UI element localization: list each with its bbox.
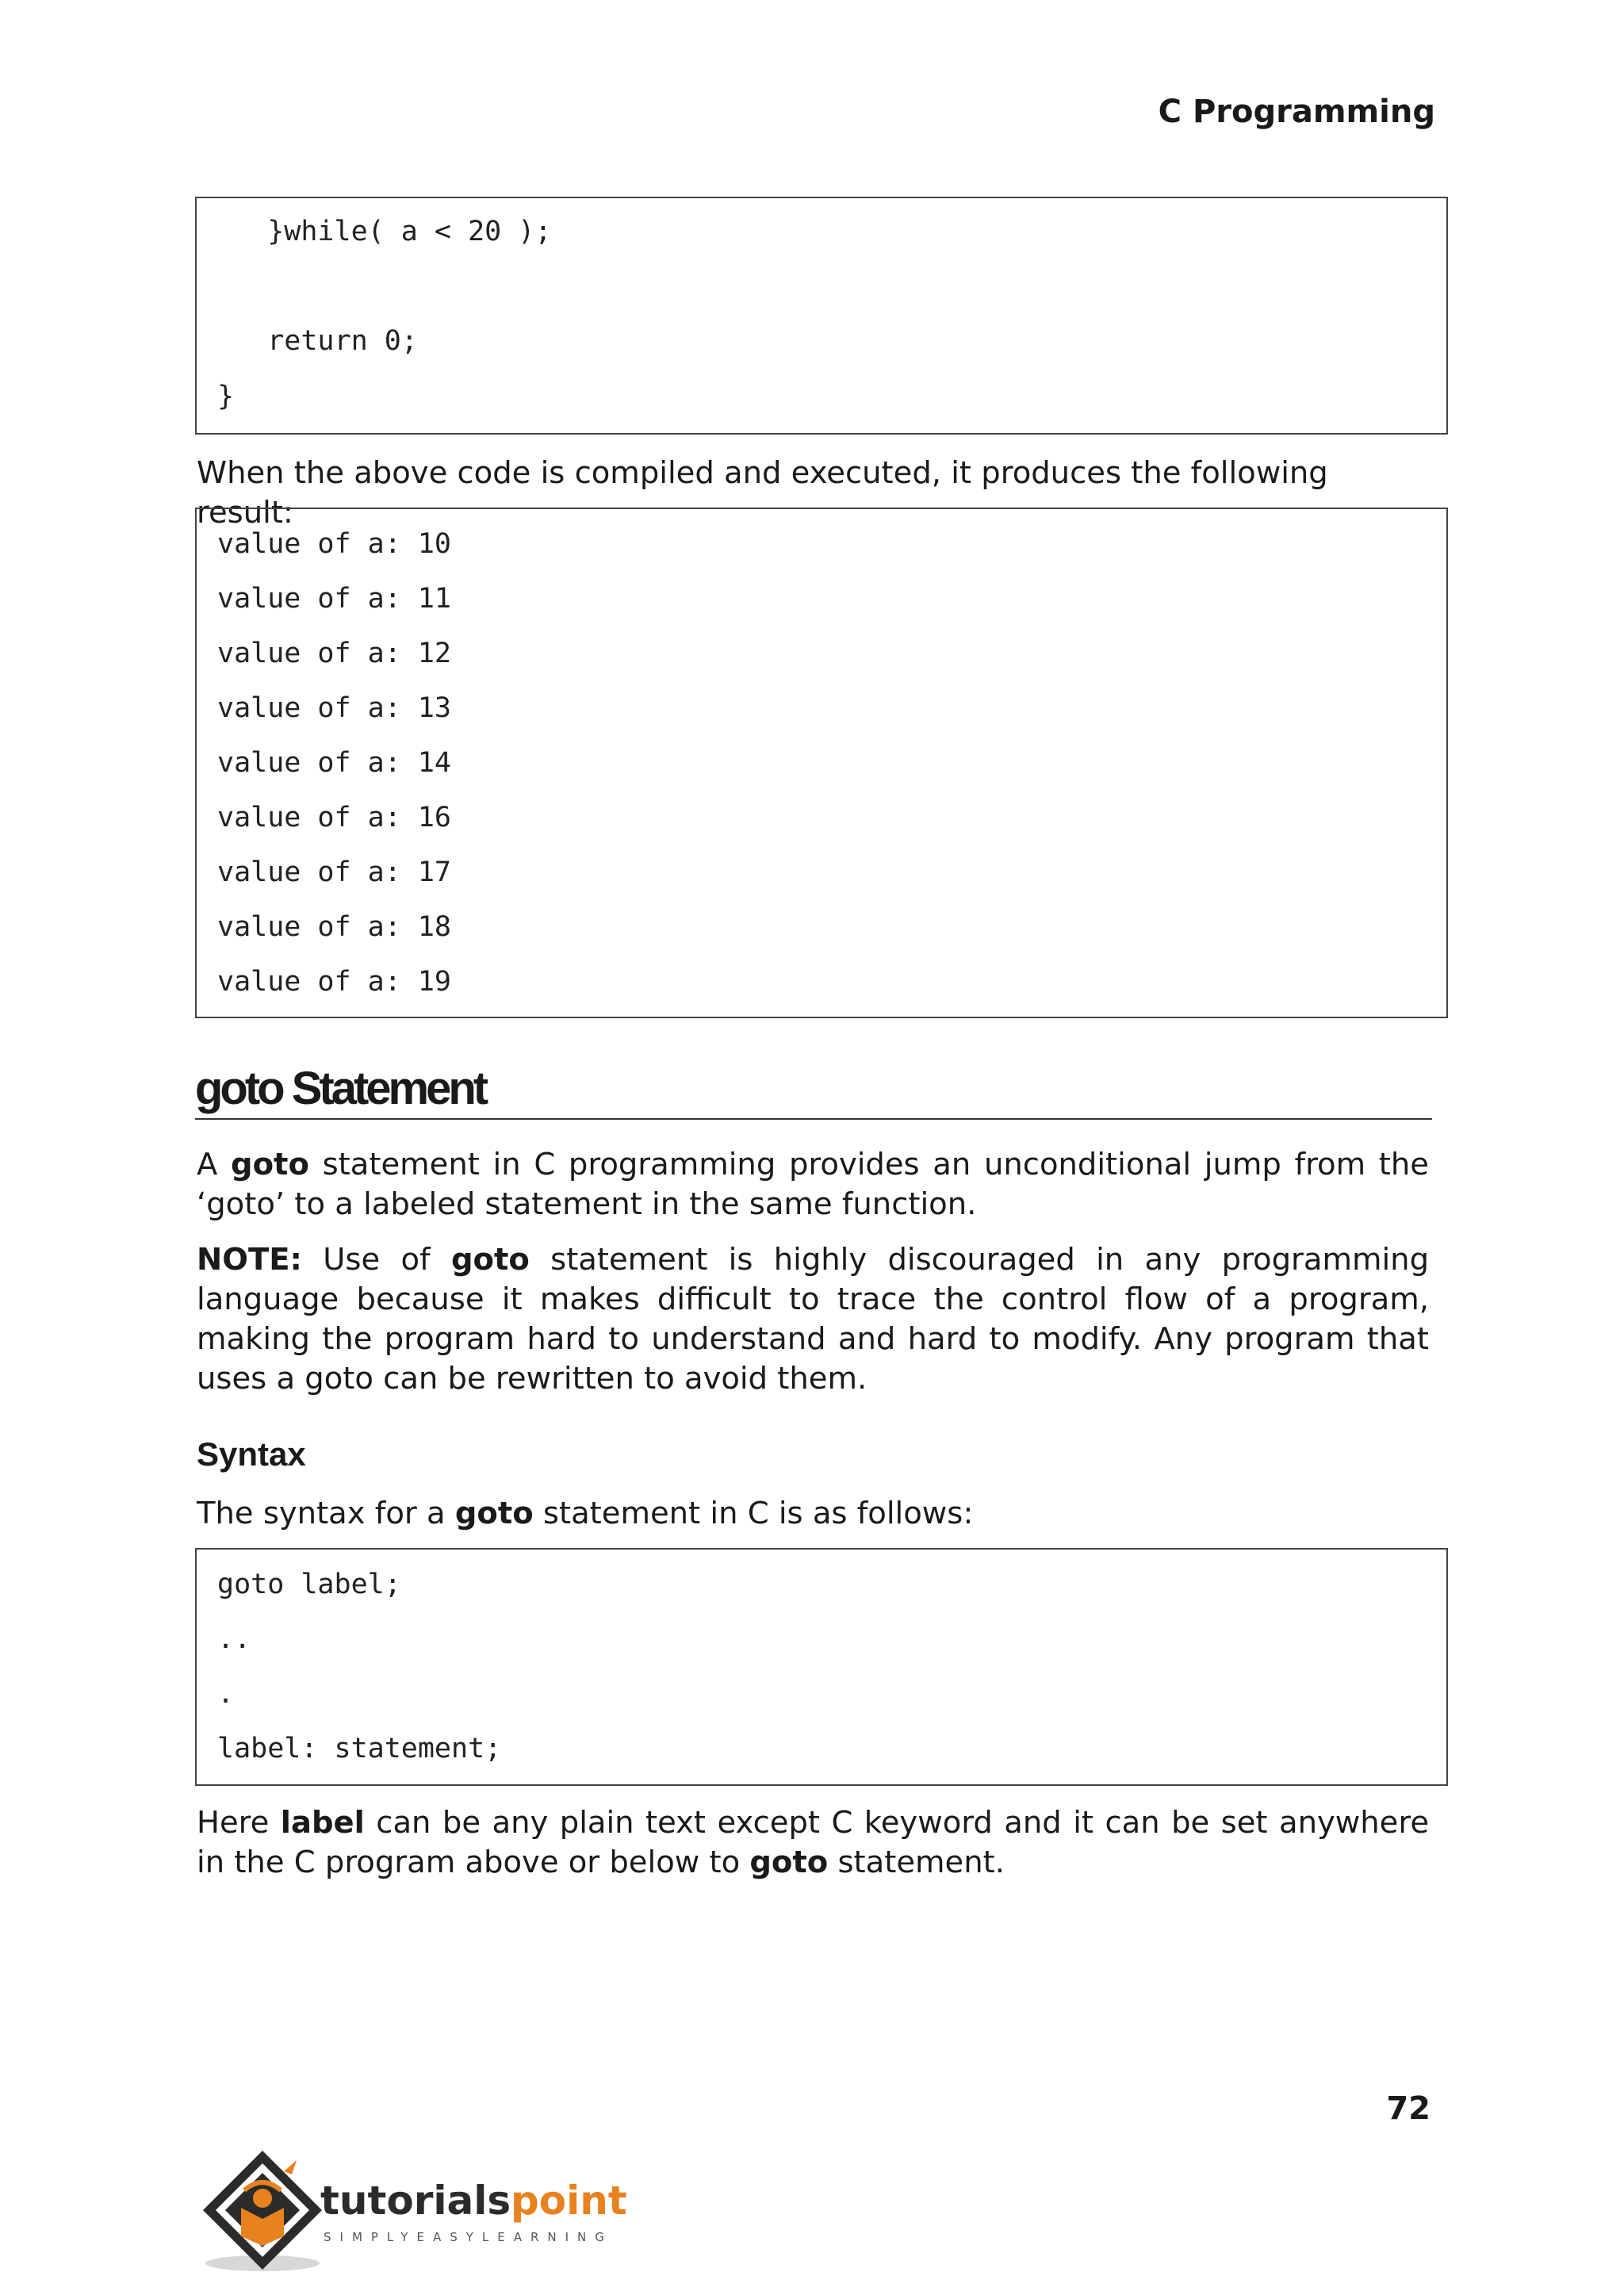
code-line: }while( a < 20 ); <box>217 216 552 247</box>
text: statement. <box>828 1845 1005 1880</box>
keyword: label <box>280 1805 365 1841</box>
logo-text-accent: point <box>511 2178 627 2224</box>
page-number: 72 <box>1386 2090 1431 2127</box>
note-label: NOTE: <box>197 1242 302 1278</box>
logo-tagline: SIMPLYEASYLEARNING <box>324 2230 613 2244</box>
syntax-intro <box>197 1494 1429 1534</box>
text: statement in C is as follows: <box>533 1496 974 1531</box>
logo-graphic <box>195 2143 639 2278</box>
output-line: value of a: 16 <box>217 802 452 833</box>
keyword: goto <box>454 1496 534 1531</box>
code-line: label: statement; <box>217 1733 502 1764</box>
code-line: return 0; <box>217 325 418 357</box>
label-explanation <box>197 1803 1429 1883</box>
intro-paragraph: When the above code is compiled and executed, it produces the following result: <box>197 455 1328 531</box>
goto-description <box>197 1145 1429 1224</box>
syntax-code-block <box>195 1548 1448 1786</box>
output-line: value of a: 12 <box>217 638 452 669</box>
text: The syntax for a <box>197 1496 455 1531</box>
text: statement in C programming provides an unconditional jump from the ‘goto’ to a labeled statement in the same function. <box>197 1147 1429 1222</box>
text: statement is highly discouraged in any programming language because it makes difficult to trace the control flow of a program, making the program hard to understand and hard to modify. Any program that uses a goto can be rewritten to avoid them. <box>197 1242 1430 1397</box>
output-line: value of a: 18 <box>217 911 452 943</box>
text: can be any plain text except C keyword and it can be set anywhere in the C program above or below to <box>197 1805 1429 1880</box>
output-block <box>195 508 1448 1018</box>
code-block-top <box>195 197 1448 435</box>
logo-text-main: tutorials <box>320 2178 511 2224</box>
keyword: goto <box>231 1147 309 1182</box>
output-line: value of a: 13 <box>217 692 452 724</box>
text: Use of <box>301 1242 451 1278</box>
code-line: goto label; <box>217 1569 401 1600</box>
tutorialspoint-logo <box>195 2143 639 2281</box>
text: A <box>197 1147 218 1182</box>
note-paragraph <box>197 1240 1429 1399</box>
code-line: .. <box>217 1623 251 1655</box>
syntax-heading: Syntax <box>197 1435 306 1473</box>
output-line: value of a: 17 <box>217 856 452 888</box>
output-line: value of a: 10 <box>217 528 452 560</box>
text: Here <box>197 1805 281 1841</box>
output-line: value of a: 14 <box>217 747 452 779</box>
code-line: } <box>217 381 235 412</box>
section-heading: goto Statement <box>195 1063 1432 1120</box>
output-line: value of a: 19 <box>217 966 452 998</box>
code-line: . <box>217 1678 235 1710</box>
keyword: goto <box>450 1242 530 1278</box>
output-line: value of a: 11 <box>217 583 452 615</box>
running-header: C Programming <box>1158 94 1435 130</box>
keyword: goto <box>749 1845 829 1880</box>
